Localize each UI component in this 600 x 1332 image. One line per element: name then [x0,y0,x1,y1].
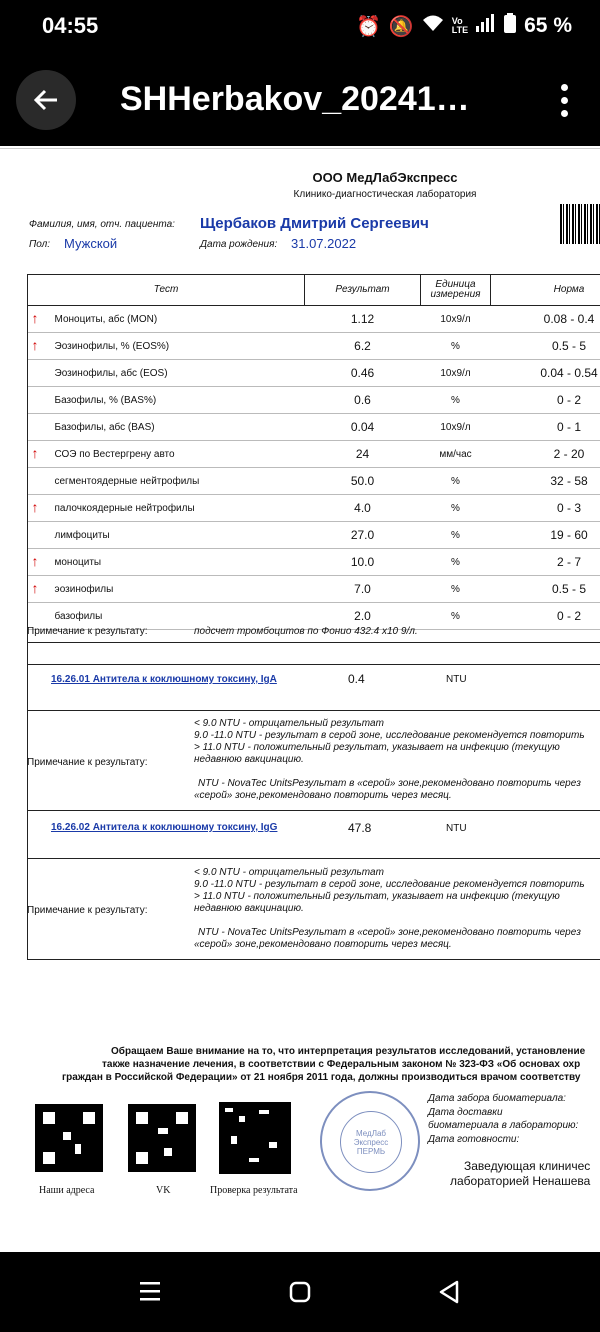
result-value-text: 27.0 [350,528,375,542]
norm-value-text: 0.5 - 5 [551,582,587,596]
sex-value: Мужской [64,236,118,251]
recents-icon [138,1280,162,1302]
note-line: недавнюю вакцинацию. [194,903,304,914]
test-name-text: сегментоядерные нейтрофилы [54,475,200,487]
result-value [305,306,421,333]
test-name-text: эозинофилы [54,583,114,595]
result-value-text: 7.0 [354,582,371,596]
unit-value [421,576,491,603]
qr-code-addresses[interactable] [35,1104,103,1172]
home-icon [288,1280,312,1304]
test-name [28,360,305,387]
result-value [305,414,421,441]
norm-value [491,306,600,333]
norm-value [491,441,600,468]
result-value [305,576,421,603]
test-name-text: СОЭ по Вестергрену авто [54,448,175,460]
battery-percent: 65 % [524,14,572,37]
wifi-icon [422,14,444,38]
note-line: недавнюю вакцинацию. [194,754,304,765]
test-name [28,522,305,549]
lab-subtitle: Клинико-диагностическая лаборатория [293,189,477,200]
unit-value [421,306,491,333]
unit-value-text: % [451,556,460,568]
status-time: 04:55 [42,13,99,38]
flag-up-arrow-icon: ↑ [31,445,39,461]
test-name-text: моноциты [54,556,102,568]
flag-up-arrow-icon: ↑ [31,499,39,515]
result-value-text: 50.0 [350,474,375,488]
note-line: < 9.0 NTU - отрицательный результат [194,867,384,878]
table-row [28,576,600,603]
footer-line: Обращаем Ваше внимание на то, что интерпретация результатов исследований, установление [111,1046,586,1057]
norm-value-text: 0 - 2 [556,393,581,407]
table-row [28,522,600,549]
flag-up-arrow-icon: ↑ [31,580,39,596]
menu-dot-icon [561,110,568,117]
table-row [28,549,600,576]
divider [27,664,600,665]
divider [27,710,600,711]
result-value [305,549,421,576]
norm-value-text: 32 - 58 [550,474,588,488]
norm-value-text: 0 - 3 [556,501,581,515]
norm-value-text: 0.04 - 0.54 [540,366,598,380]
unit-value-text: % [451,394,460,406]
igg-unit: NTU [446,823,467,834]
unit-value-text: % [451,610,460,622]
recents-button[interactable] [138,1280,162,1302]
patient-name: Щербаков Дмитрий Сергеевич [200,215,429,232]
unit-value [421,495,491,522]
divider [27,858,600,859]
qr-caption-check: Проверка результата [210,1185,298,1196]
note-label: Примечание к результату: [27,626,148,637]
unit-value-text: мм/час [439,448,472,460]
test-name [28,495,305,522]
unit-value [421,603,491,630]
unit-value [421,441,491,468]
test-name [28,387,305,414]
result-value-text: 0.46 [350,366,375,380]
test-name [28,576,305,603]
table-row [28,414,600,441]
result-value-text: 0.04 [350,420,375,434]
header-test: Тест [28,275,305,306]
qr-caption-vk: VK [156,1185,171,1196]
result-value [305,468,421,495]
igg-result: 47.8 [348,821,372,835]
table-bottom [27,959,600,960]
norm-value-text: 0.5 - 5 [551,339,587,353]
flag-up-arrow-icon: ↑ [31,553,39,569]
unit-value-text: % [451,502,460,514]
table-row [28,495,600,522]
flag-up-arrow-icon: ↑ [31,310,39,326]
norm-value-text: 19 - 60 [550,528,588,542]
norm-value-text: 2 - 7 [556,555,581,569]
unit-value-text: 10x9/л [440,313,471,325]
iga-note [194,718,585,802]
test-name [28,441,305,468]
back-nav-button[interactable] [437,1279,461,1305]
note-line: NTU - NovaTec UnitsРезультат в «серой» зоне,рекомендовано повторить через [198,778,581,789]
lab-head-title: Заведующая клиничес [464,1159,591,1173]
footer-line: также назначение лечения, в соответствии с Федеральным законом № 323-ФЗ «Об основах охр [102,1059,581,1070]
test-name [28,549,305,576]
norm-value-text: 2 - 20 [553,447,585,461]
result-value [305,441,421,468]
flag-up-arrow-icon: ↑ [31,337,39,353]
unit-value [421,468,491,495]
test-name-text: палочкоядерные нейтрофилы [54,502,195,514]
result-value-text: 10.0 [350,555,375,569]
divider [27,642,600,643]
page-edge [0,148,600,149]
back-arrow-icon [33,89,59,111]
table-row [28,468,600,495]
igg-note [194,867,585,951]
test-name [28,414,305,441]
dob-label: Дата рождения: [200,239,278,250]
unit-value [421,522,491,549]
header-unit: Единица измерения [421,275,491,306]
norm-value-text: 0 - 2 [556,609,581,623]
stamp-text: МедЛаб [356,1128,386,1138]
qr-caption-addresses: Наши адреса [39,1185,95,1196]
footer-line: граждан в Российской Федерации» от 21 ноября 2011 года, должны производиться врачом соответству [62,1072,581,1083]
note-line: 9.0 -11.0 NTU - результат в серой зоне, исследование рекомендуется повторить [194,730,585,741]
test-link-iga[interactable]: 16.26.01 Антитела к коклюшному токсину, IgA [51,674,277,685]
unit-value-text: 10x9/л [440,421,471,433]
unit-value [421,414,491,441]
status-icons [356,13,572,39]
battery-icon [504,13,516,39]
unit-value [421,360,491,387]
unit-value-text: % [451,340,460,352]
test-name-text: Базофилы, абс (BAS) [54,421,155,433]
test-name [28,333,305,360]
result-value [305,522,421,549]
test-name-text: Базофилы, % (BAS%) [54,394,157,406]
volte-icon: Vo LTE [451,16,469,35]
norm-value [491,495,600,522]
iga-result: 0.4 [348,672,365,686]
norm-value-text: 0.08 - 0.4 [543,312,595,326]
note-line: 9.0 -11.0 NTU - результат в серой зоне, исследование рекомендуется повторить [194,879,585,890]
test-name-text: Моноциты, абс (MON) [54,313,158,325]
date-collection-label: Дата забора биоматериала: [428,1093,566,1104]
date-delivery-label-2: биоматериала в лабораторию: [428,1120,579,1131]
stamp-text: ПЕРМЬ [356,1146,386,1156]
alarm-icon: ⏰ [355,15,381,38]
norm-value [491,603,600,630]
unit-value-text: % [451,529,460,541]
note-line: «серой» зоне,рекомендовано повторить через месяц. [194,939,452,950]
results-table [27,274,600,630]
norm-value [491,360,600,387]
header-norm: Норма [491,275,600,306]
test-name-text: Эозинофилы, абс (EOS) [54,367,168,379]
stamp-text: Экспресс [353,1137,389,1147]
norm-value [491,414,600,441]
unit-value-text: % [451,475,460,487]
table-row [28,441,600,468]
note-line: > 11.0 NTU - положительный результат, указывает на инфекцию (текущую [194,742,560,753]
lab-stamp [320,1091,420,1191]
mute-icon: 🔕 [388,15,414,38]
qr-code-vk[interactable] [128,1104,196,1172]
barcode [560,204,600,244]
result-value-text: 0.6 [354,393,371,407]
menu-dot-icon [561,84,568,91]
triangle-back-icon [437,1279,461,1305]
norm-value [491,333,600,360]
igg-note-label: Примечание к результату: [27,905,148,916]
menu-dot-icon [561,97,568,104]
unit-value-text: 10x9/л [440,367,471,379]
test-name [28,306,305,333]
norm-value [491,522,600,549]
home-button[interactable] [288,1280,312,1304]
result-value [305,360,421,387]
qr-code-check-result[interactable] [219,1102,291,1174]
date-ready-label: Дата готовности: [428,1134,520,1145]
result-value [305,333,421,360]
lab-name: ООО МедЛабЭкспресс [312,170,458,185]
status-bar [0,0,600,54]
note-platelets: подсчет тромбоцитов по Фонио 432.4 x10 9/л. [194,626,418,637]
unit-value [421,387,491,414]
table-row [28,333,600,360]
norm-value [491,468,600,495]
signal-icon [476,14,496,38]
lab-head-name: лабораторией Ненашева [450,1174,591,1188]
table-row [28,360,600,387]
patient-label: Фамилия, имя, отч. пациента: [29,219,175,230]
divider [27,810,600,811]
norm-value [491,387,600,414]
note-line: < 9.0 NTU - отрицательный результат [194,718,384,729]
system-nav-bar [0,1252,600,1332]
app-bar [0,54,600,146]
test-name [28,468,305,495]
document-viewer[interactable] [0,146,600,1252]
dob-value: 31.07.2022 [291,236,357,251]
result-value-text: 4.0 [354,501,371,515]
unit-value [421,549,491,576]
norm-value [491,576,600,603]
table-row [28,306,600,333]
result-value-text: 6.2 [354,339,371,353]
test-name-text: базофилы [54,610,103,622]
table-row [28,387,600,414]
iga-note-label: Примечание к результату: [27,757,148,768]
result-value-text: 24 [355,447,370,461]
test-name-text: лимфоциты [54,529,110,541]
result-value-text: 2.0 [354,609,371,623]
result-value [305,495,421,522]
note-line: «серой» зоне,рекомендовано повторить через месяц. [194,790,452,801]
norm-value-text: 0 - 1 [556,420,581,434]
back-button[interactable] [16,70,76,130]
unit-value [421,333,491,360]
unit-value-text: % [451,583,460,595]
note-line: NTU - NovaTec UnitsРезультат в «серой» зоне,рекомендовано повторить через [198,927,581,938]
header-result: Результат [305,275,421,306]
date-delivery-label: Дата доставки [428,1107,503,1118]
test-link-igg[interactable]: 16.26.02 Антитела к коклюшному токсину, IgG [51,822,278,833]
sex-label: Пол: [29,239,51,250]
iga-unit: NTU [446,674,467,685]
result-value [305,387,421,414]
test-name-text: Эозинофилы, % (EOS%) [54,340,170,352]
note-line: > 11.0 NTU - положительный результат, указывает на инфекцию (текущую [194,891,560,902]
document-title: SHHerbakov_20241… [120,80,470,118]
result-value-text: 1.12 [350,312,375,326]
norm-value [491,549,600,576]
more-menu-button[interactable] [544,74,584,126]
